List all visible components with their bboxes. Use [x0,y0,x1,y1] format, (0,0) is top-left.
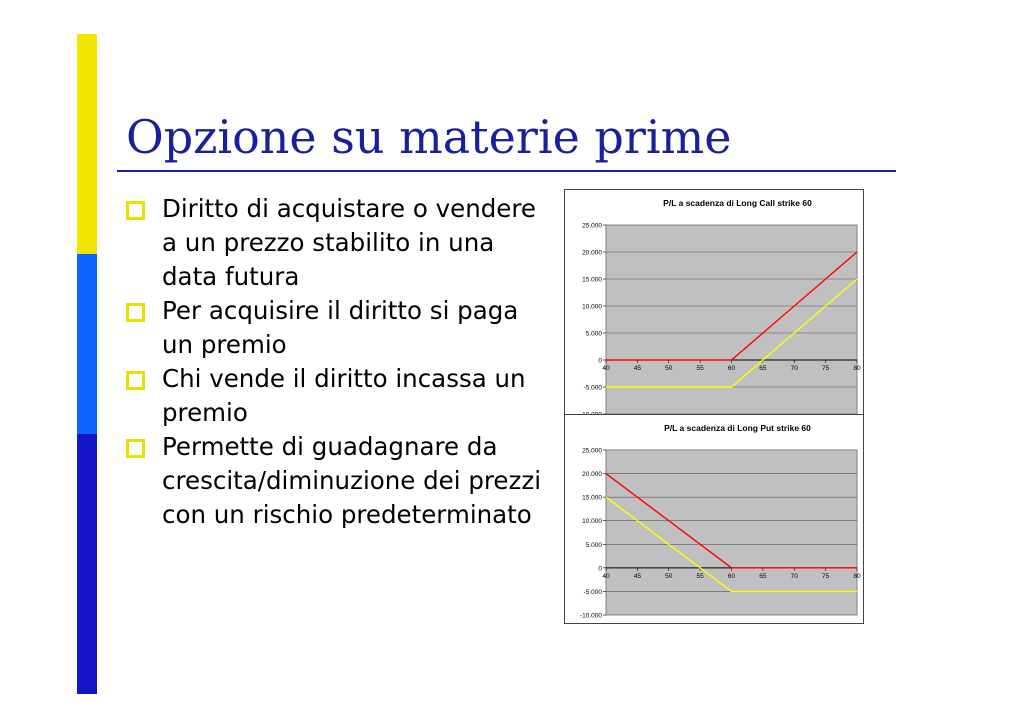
y-tick-label: 15.000 [582,494,602,502]
accent-bar-yellow [77,34,97,254]
title-underline [117,170,896,172]
square-bullet-icon [126,371,145,390]
bullet-text: Diritto di acquistare o vendere a un prezzo stabilito in una data futura [162,194,536,291]
x-tick-label: 65 [759,572,767,580]
y-tick-label: 0 [598,357,602,365]
y-tick-label: 0 [598,565,602,573]
bullet-item [124,430,544,532]
square-bullet-icon [126,303,145,322]
x-tick-label: 45 [633,572,641,580]
y-tick-label: 20.000 [582,249,602,257]
x-tick-label: 70 [790,365,798,372]
square-bullet-icon [126,439,145,458]
square-bullet-icon [126,201,145,220]
y-tick-label: -5.000 [583,384,602,392]
y-tick-label: 5.000 [585,541,602,549]
x-tick-label: 60 [727,365,736,372]
x-tick-label: 40 [602,365,610,372]
x-tick-label: 70 [790,572,798,580]
x-tick-label: 75 [822,572,830,580]
slide-title: Opzione su materie prime [126,110,732,164]
y-tick-label: 25.000 [582,447,602,455]
x-tick-label: 55 [696,365,704,372]
x-tick-label: 55 [696,572,704,580]
long-put-chart [564,414,864,624]
long-put-chart-svg [565,415,863,623]
y-tick-label: -10.000 [579,612,602,620]
y-tick-label: 15.000 [582,276,602,284]
bullet-item [124,362,544,430]
plot-area [606,450,857,615]
bullet-text: Per acquisire il diritto si paga un premio [162,296,519,359]
bullet-text: Permette di guadagnare da crescita/diminuzione dei prezzi con un rischio predeterminato [162,432,542,529]
x-tick-label: 65 [759,365,767,372]
x-tick-label: 50 [665,572,673,580]
x-tick-label: 80 [853,365,861,372]
chart-title: P/L a scadenza di Long Call strike 60 [663,198,812,208]
x-tick-label: 50 [665,365,673,372]
long-call-chart-svg [565,190,863,422]
x-tick-label: 75 [822,365,830,372]
bullet-text: Chi vende il diritto incassa un premio [162,364,526,427]
x-tick-label: 45 [633,365,641,372]
plot-area [606,225,857,414]
bullet-item [124,294,544,362]
chart-title: P/L a scadenza di Long Put strike 60 [664,423,811,433]
y-tick-label: 5.000 [585,330,602,338]
x-tick-label: 60 [727,572,736,580]
y-tick-label: 10.000 [582,303,602,311]
x-tick-label: 40 [602,572,610,580]
y-tick-label: 10.000 [582,518,602,526]
y-tick-label: 25.000 [582,222,602,230]
accent-bar-blue [77,254,97,434]
bullet-list [124,192,544,532]
accent-bar-navy [77,434,97,694]
x-tick-label: 80 [853,572,861,580]
long-call-chart [564,189,864,423]
y-tick-label: 20.000 [582,471,602,479]
y-tick-label: -5.000 [583,588,602,596]
bullet-item [124,192,544,294]
